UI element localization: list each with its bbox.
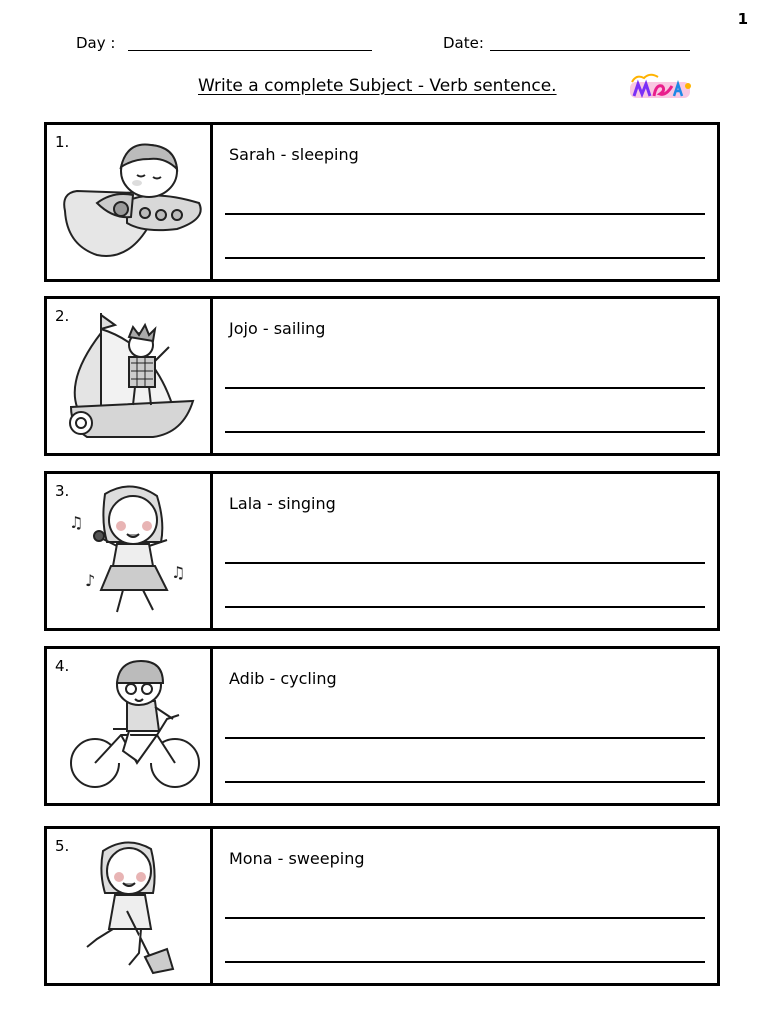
answer-line-1[interactable] (225, 387, 705, 389)
exercise-prompt: Adib - cycling (229, 669, 337, 688)
svg-text:♫: ♫ (69, 513, 84, 532)
exercise-number: 2. (55, 307, 70, 325)
answer-line-2[interactable] (225, 781, 705, 783)
exercise-answer-cell (213, 829, 717, 983)
exercise-row-1 (44, 122, 720, 282)
exercise-prompt: Sarah - sleeping (229, 145, 359, 164)
exercise-picture-cell (47, 829, 213, 983)
exercise-answer-cell (213, 649, 717, 803)
exercise-picture-cell (47, 125, 213, 279)
boy-sailing-icon (57, 307, 203, 445)
exercise-row-2 (44, 296, 720, 456)
date-label: Date: (443, 34, 484, 52)
boy-cycling-icon (57, 657, 203, 795)
answer-line-1[interactable] (225, 917, 705, 919)
svg-text:♪: ♪ (85, 571, 96, 590)
svg-text:♫: ♫ (171, 563, 186, 582)
answer-line-2[interactable] (225, 431, 705, 433)
exercise-answer-cell (213, 474, 717, 628)
exercise-prompt: Lala - singing (229, 494, 336, 513)
exercise-picture-cell (47, 299, 213, 453)
answer-line-1[interactable] (225, 213, 705, 215)
exercise-row-4 (44, 646, 720, 806)
girl-sleeping-icon (57, 133, 203, 271)
answer-line-2[interactable] (225, 257, 705, 259)
exercise-row-3 (44, 471, 720, 631)
exercise-number: 3. (55, 482, 70, 500)
girl-sweeping-icon (57, 837, 203, 975)
teacher-logo (626, 72, 696, 102)
answer-line-1[interactable] (225, 562, 705, 564)
exercise-number: 1. (55, 133, 70, 151)
exercise-number: 5. (55, 837, 70, 855)
exercise-picture-cell (47, 649, 213, 803)
day-field[interactable] (128, 50, 372, 51)
answer-line-2[interactable] (225, 961, 705, 963)
exercise-number: 4. (55, 657, 70, 675)
page-number: 1 (737, 10, 748, 28)
answer-line-2[interactable] (225, 606, 705, 608)
girl-singing-icon (57, 482, 203, 620)
exercise-prompt: Mona - sweeping (229, 849, 365, 868)
exercise-picture-cell (47, 474, 213, 628)
instruction-title: Write a complete Subject - Verb sentence. (198, 76, 557, 96)
exercise-row-5 (44, 826, 720, 986)
exercise-prompt: Jojo - sailing (229, 319, 326, 338)
answer-line-1[interactable] (225, 737, 705, 739)
day-label: Day : (76, 34, 116, 52)
date-field[interactable] (490, 50, 690, 51)
exercise-answer-cell (213, 299, 717, 453)
exercise-answer-cell (213, 125, 717, 279)
